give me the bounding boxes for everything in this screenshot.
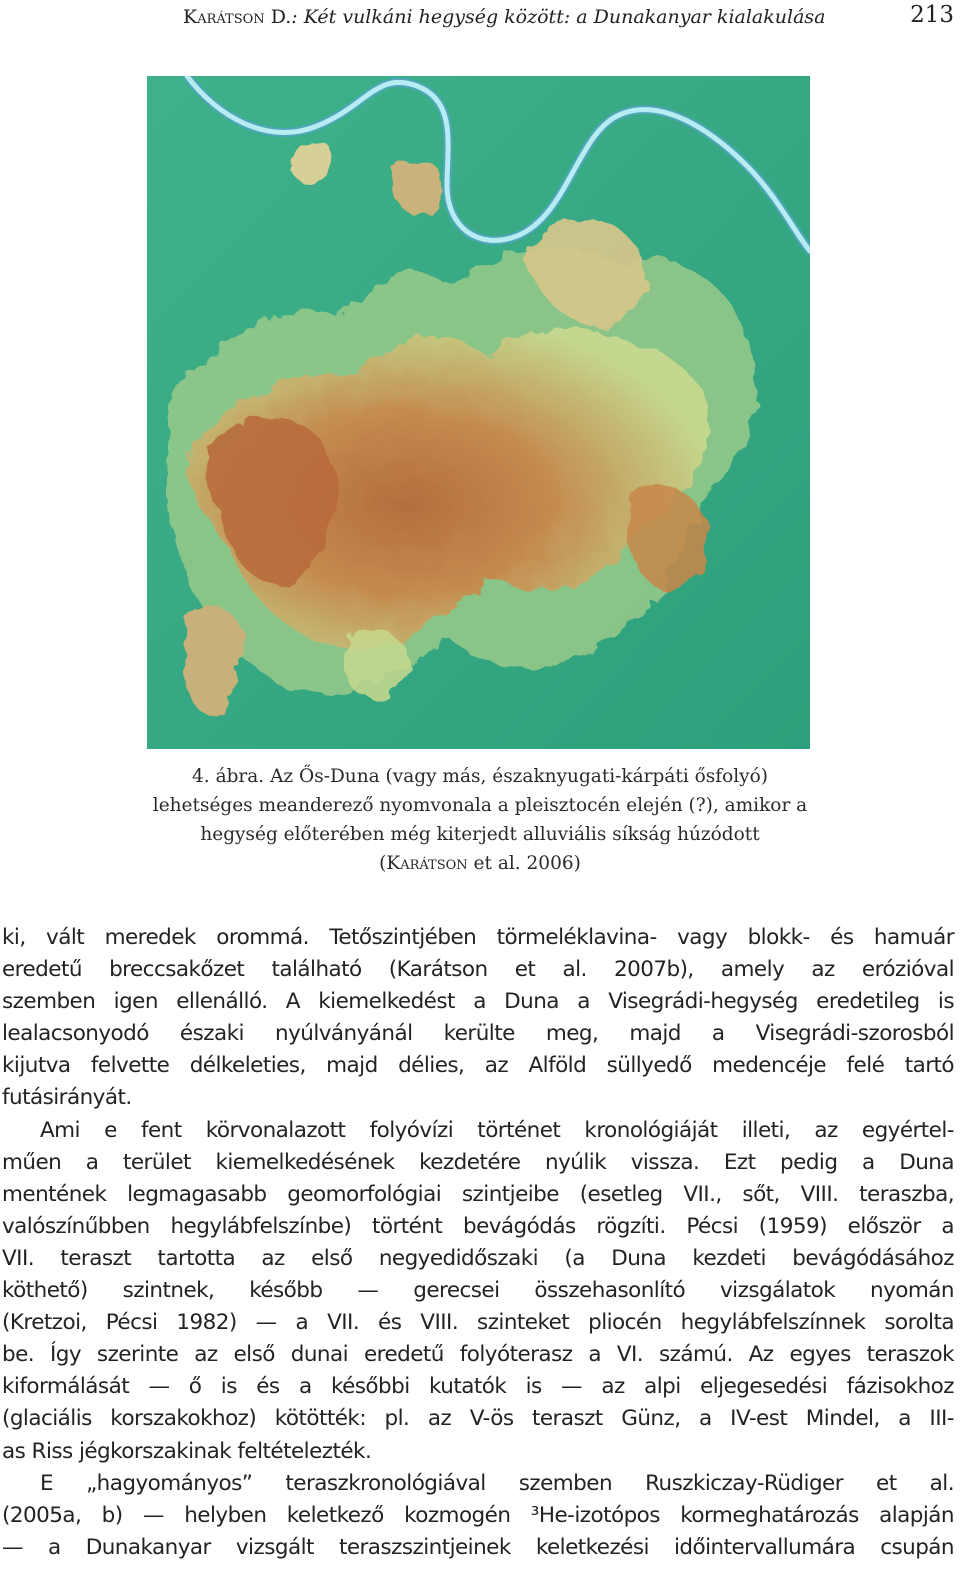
running-title (183, 6, 826, 28)
body-line: VII. teraszt tartotta az első negyedidőszaki (a Duna kezdeti bevágódásához (2, 1245, 954, 1271)
relief-map-figure (147, 76, 810, 749)
caption-line: hegység előterében még kiterjedt alluviális síkság húzódott (200, 824, 760, 845)
body-line: mentének legmagasabb geomorfológiai szintjeibe (esetleg VII., sőt, VIII. teraszba, (2, 1181, 954, 1207)
relief-map (147, 76, 810, 749)
body-line: Ami e fent körvonalazott folyóvízi történet kronológiáját illeti, az egyértel- (40, 1117, 954, 1143)
running-title-author: Karátson D. (183, 6, 292, 28)
body-line: valószínűbben hegylábfelszínbe) történt bevágódás rögzíti. Pécsi (1959) először a (2, 1213, 954, 1239)
body-line: — a Dunakanyar vizsgált teraszszintjeinek keletkezési időintervallumára csupán (2, 1534, 954, 1560)
body-line: be. Így szerinte az első dunai eredetű folyóterasz a VI. számú. Az egyes teraszok (2, 1342, 954, 1368)
caption-line: lehetséges meanderező nyomvonala a pleisztocén elején (?), amikor a (152, 795, 808, 816)
body-line: ki, vált meredek orommá. Tetőszintjében törmeléklavina- vagy blokk- és hamuár (2, 925, 954, 950)
body-line: lealacsonyodó északi nyúlványánál kerülte meg, majd a Visegrádi-szorosból (2, 1021, 954, 1047)
caption-citation: et al. 2006) (467, 853, 581, 874)
body-text (2, 922, 954, 1564)
running-title-text: : Két vulkáni hegység között: a Dunakanyar kialakulása (291, 6, 826, 28)
caption-open-paren: ( (379, 853, 387, 874)
body-line: (glaciális korszakokhoz) kötötték: pl. az V-ös teraszt Günz, a IV-est Mindel, a III- (2, 1406, 954, 1432)
figure-caption (120, 762, 840, 878)
body-line: E „hagyományos” teraszkronológiával szemben Ruszkiczay-Rüdiger et al. (40, 1470, 954, 1496)
body-line: as Riss jégkorszakinak feltételezték. (2, 1438, 372, 1464)
caption-line (120, 849, 840, 878)
caption-line: 4. ábra. Az Ős-Duna (vagy más, északnyugati-kárpáti ősfolyó) (192, 766, 768, 787)
body-line: szemben igen ellenálló. A kiemelkedést a Duna a Visegrádi-hegység eredetileg is (2, 989, 954, 1015)
body-line: köthető) szintnek, később — gerecsei összehasonlító vizsgálatok nyomán (2, 1278, 954, 1304)
body-line: kiformálását — ő is és a későbbi kutatók is — az alpi eljegesedési fázisokhoz (2, 1374, 954, 1400)
caption-author: Karátson (386, 853, 468, 874)
body-line: eredetű breccsakőzet található (Karátson et al. 2007b), amely az erózióval (2, 957, 954, 983)
body-line: (2005a, b) — helyben keletkező kozmogén ³He-izotópos kormeghatározás alapján (2, 1502, 954, 1528)
body-line: kijutva felvette délkeleties, majd délies, az Alföld süllyedő medencéje felé tartó (2, 1053, 954, 1079)
body-line: futásirányát. (2, 1085, 132, 1111)
body-line: műen a terület kiemelkedésének kezdetére nyúlik vissza. Ezt pedig a Duna (2, 1149, 954, 1175)
page-number: 213 (910, 2, 954, 28)
body-line: (Kretzoi, Pécsi 1982) — a VII. és VIII. szinteket pliocén hegylábfelszínnek sorolta (2, 1310, 954, 1336)
page-header (0, 0, 960, 36)
